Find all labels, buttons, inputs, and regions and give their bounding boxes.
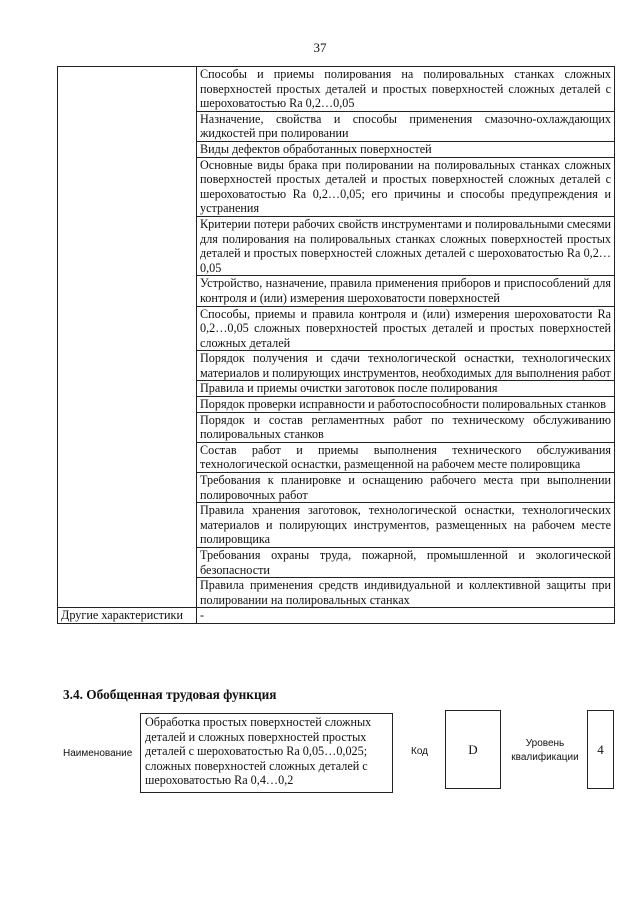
knowledge-item: Способы и приемы полирования на полировальных станках сложных поверхностей простых деталей и простых поверхностей сложных деталей с шероховатостью Ra 0,2…0,05 — [197, 67, 615, 112]
knowledge-item: Устройство, назначение, правила применения приборов и приспособлений для контроля и (или) измерения шероховатости поверхностей — [197, 276, 615, 306]
knowledge-item: Порядок и состав регламентных работ по техническому обслуживанию полировальных станков — [197, 412, 615, 442]
knowledge-item: Основные виды брака при полировании на полировальных станках сложных поверхностей простых деталей и простых поверхностей сложных деталей с шероховатостью Ra 0,2…0,05; его причины и способы предупреждения и устранения — [197, 157, 615, 216]
other-characteristics-value: - — [197, 608, 615, 624]
knowledge-item: Виды дефектов обработанных поверхностей — [197, 141, 615, 157]
table-row — [58, 67, 615, 112]
knowledge-item: Правила и приемы очистки заготовок после полирования — [197, 381, 615, 397]
knowledge-item: Требования охраны труда, пожарной, промышленной и экологической безопасности — [197, 548, 615, 578]
necessary-knowledge-cell — [58, 67, 197, 608]
table-row — [58, 608, 615, 624]
code-label: Код — [411, 746, 429, 757]
knowledge-item: Требования к планировке и оснащению рабочего места при выполнении полировочных работ — [197, 473, 615, 503]
page-number: 37 — [313, 40, 327, 55]
knowledge-item: Способы, приемы и правила контроля и (или) измерения шероховатости Ra 0,2…0,05 сложных поверхностей простых деталей и простых поверхностей сложных деталей — [197, 306, 615, 351]
knowledge-item: Порядок проверки исправности и работоспособности полировальных станков — [197, 397, 615, 413]
code-box — [445, 710, 501, 789]
qualification-level-label: Уровень квалификации — [511, 738, 579, 763]
knowledge-item: Правила хранения заготовок, технологической оснастки, технологических материалов и полирующих инструментов, размещенных на рабочем месте полировщика — [197, 503, 615, 548]
knowledge-table — [57, 66, 615, 624]
other-characteristics-label: Другие характеристики — [58, 608, 197, 624]
knowledge-item: Состав работ и приемы выполнения технического обслуживания технологической оснастки, размещенной на рабочем месте полировщика — [197, 442, 615, 472]
section-title: 3.4. Обобщенная трудовая функция — [63, 687, 277, 702]
code-value: D — [468, 741, 478, 757]
name-label: Наименование — [63, 748, 133, 759]
qualification-level-value: 4 — [597, 741, 604, 757]
qualification-level-box — [587, 710, 614, 789]
knowledge-item: Назначение, свойства и способы применения смазочно-охлаждающих жидкостей при полировании — [197, 111, 615, 141]
knowledge-item: Критерии потери рабочих свойств инструментами и полировальными смесями для полирования на полировальных станках сложных поверхностей простых деталей и простых поверхностей сложных деталей с шероховатостью Ra 0,2…0,05 — [197, 216, 615, 275]
function-name-box: Обработка простых поверхностей сложных деталей и сложных поверхностей простых деталей с шероховатостью Ra 0,05…0,025; сложных поверхностей сложных деталей с шероховатостью Ra 0,4…0,2 — [140, 713, 393, 793]
knowledge-item: Порядок получения и сдачи технологической оснастки, технологических материалов и полирующих инструментов, необходимых для выполнения работ — [197, 351, 615, 381]
knowledge-item: Правила применения средств индивидуальной и коллективной защиты при полировании на полировальных станках — [197, 578, 615, 608]
knowledge-table-body — [58, 67, 615, 624]
